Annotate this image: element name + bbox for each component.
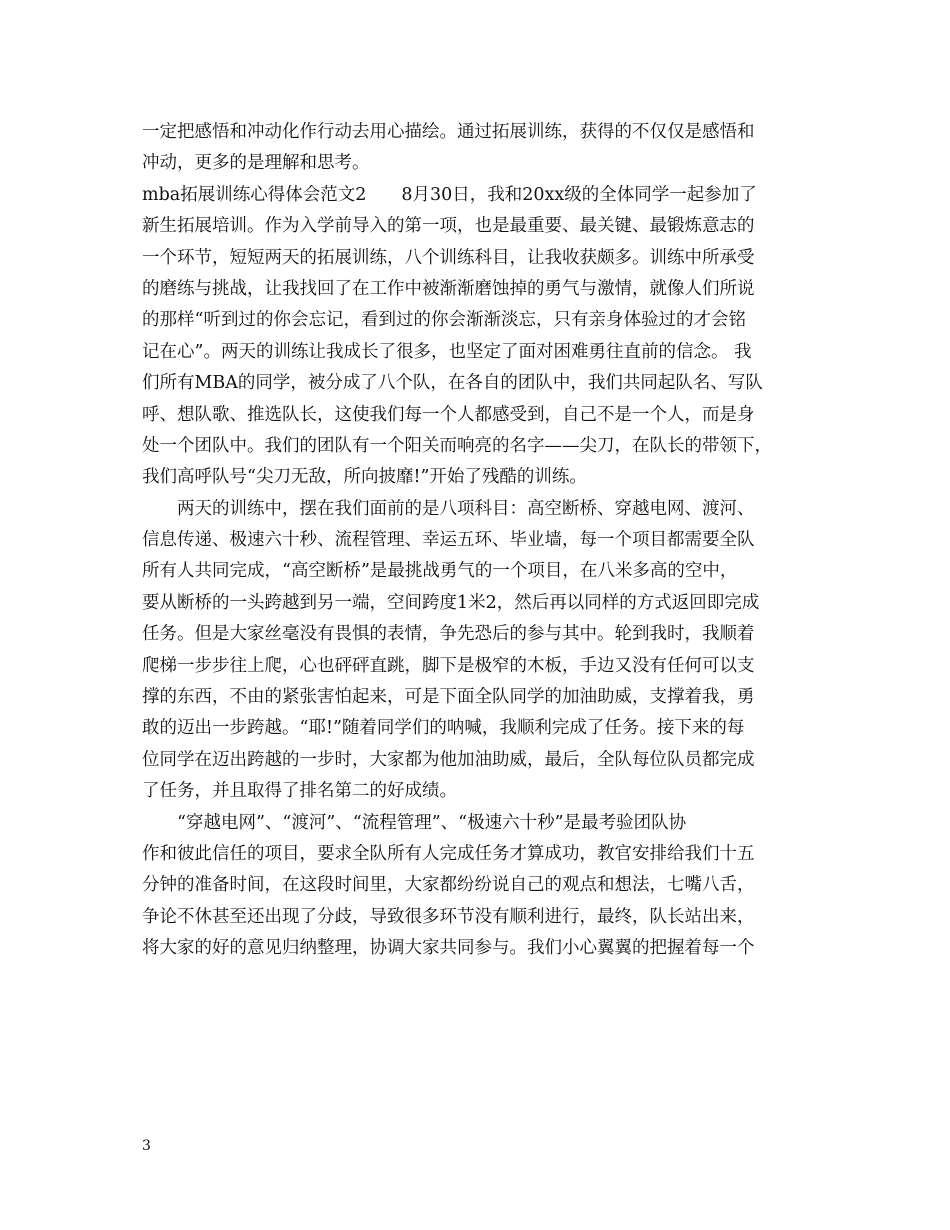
text-line: 了任务，并且取得了排名第二的好成绩。 <box>142 781 457 802</box>
text-line: 新生拓展培训。作为入学前导入的第一项，也是最重要、最关键、最锻炼意志的 <box>142 216 755 237</box>
page-number: 3 <box>142 1138 151 1154</box>
text-line: 位同学在迈出跨越的一步时，大家都为他加油助威，最后，全队每位队员都完成 <box>142 749 755 770</box>
text-line: 所有人共同完成，“高空断桥”是最挑战勇气的一个项目，在八米多高的空中， <box>142 561 738 582</box>
text-line: 要从断桥的一头跨越到另一端，空间跨度1米2，然后再以同样的方式返回即完成 <box>142 592 760 613</box>
text-line: 的那样“听到过的你会忘记，看到过的你会渐渐淡忘，只有亲身体验过的才会铭 <box>142 310 746 331</box>
text-line: 敢的迈出一步跨越。“耶!”随着同学们的呐喊，我顺利完成了任务。接下来的每 <box>142 718 745 739</box>
text-line: 的磨练与挑战，让我找回了在工作中被渐渐磨蚀掉的勇气与激情，就像人们所说 <box>142 278 755 299</box>
text-line: 一定把感悟和冲动化作行动去用心描绘。通过拓展训练，获得的不仅仅是感悟和 <box>142 122 755 142</box>
text-line: 任务。但是大家丝毫没有畏惧的表情，争先恐后的参与其中。轮到我时，我顺着 <box>142 624 755 645</box>
text-line: 将大家的好的意见归纳整理，协调大家共同参与。我们小心翼翼的把握着每一个 <box>142 938 755 959</box>
text-line: 我们高呼队号“尖刀无敌，所向披靡!”开始了残酷的训练。 <box>142 467 587 488</box>
text-line: “穿越电网”、“渡河”、“流程管理”、“极速六十秒”是最考验团队协 <box>177 812 687 833</box>
text-line: 冲动，更多的是理解和思考。 <box>142 153 370 174</box>
text-line: 一个环节，短短两天的拓展训练，八个训练科目，让我收获颇多。训练中所承受 <box>142 247 755 268</box>
text-line: 撑的东西，不由的紧张害怕起来，可是下面全队同学的加油助威，支撑着我，勇 <box>142 687 755 708</box>
text-line: 呼、想队歌、推选队长，这使我们每一个人都感受到，自己不是一个人，而是身 <box>142 404 755 425</box>
text-line: 处一个团队中。我们的团队有一个阳关而响亮的名字——尖刀，在队长的带领下， <box>142 435 772 456</box>
text-line: 爬梯一步步往上爬，心也砰砰直跳，脚下是极窄的木板，手边又没有任何可以支 <box>142 655 755 676</box>
text-line: 争论不休甚至还出现了分歧，导致很多环节没有顺利进行，最终，队长站出来， <box>142 906 755 927</box>
text-line: 们所有MBA的同学，被分成了八个队，在各自的团队中，我们共同起队名、写队 <box>142 373 763 394</box>
text-line: mba拓展训练心得体会范文2 8月30日，我和20xx级的全体同学一起参加了 <box>142 184 757 205</box>
text-line: 记在心”。两天的训练让我成长了很多，也坚定了面对困难勇往直前的信念。 我 <box>142 341 752 362</box>
text-line: 作和彼此信任的项目，要求全队所有人完成任务才算成功，教官安排给我们十五 <box>142 843 755 864</box>
text-line: 分钟的准备时间，在这段时间里，大家都纷纷说自己的观点和想法，七嘴八舌， <box>142 875 755 896</box>
text-line: 两天的训练中，摆在我们面前的是八项科目：高空断桥、穿越电网、渡河、 <box>177 498 755 519</box>
text-line: 信息传递、极速六十秒、流程管理、幸运五环、毕业墙，每一个项目都需要全队 <box>142 530 755 551</box>
body-text <box>142 117 822 965</box>
